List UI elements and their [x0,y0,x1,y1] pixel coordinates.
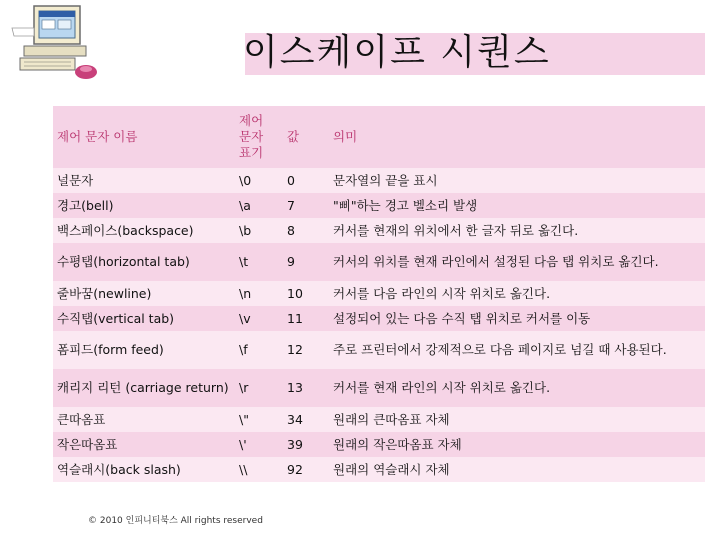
table-header-row [53,106,705,168]
cell-name: 수평탭(horizontal tab) [53,243,235,281]
cell-symbol: \a [235,193,283,218]
cell-meaning: 원래의 역슬래시 자체 [329,457,705,482]
table-row [53,281,705,306]
cell-name: 경고(bell) [53,193,235,218]
cell-meaning: 설정되어 있는 다음 수직 탭 위치로 커서를 이동 [329,306,705,331]
cell-name: 널문자 [53,168,235,193]
header-value: 값 [283,106,329,168]
cell-meaning: 커서를 현재의 위치에서 한 글자 뒤로 옮긴다. [329,218,705,243]
cell-value: 13 [283,369,329,407]
cell-symbol: \v [235,306,283,331]
cell-meaning: 커서를 현재 라인의 시작 위치로 옮긴다. [329,369,705,407]
cell-symbol: \' [235,432,283,457]
cell-value: 11 [283,306,329,331]
cell-value: 10 [283,281,329,306]
table-row [53,369,705,407]
table-row [53,218,705,243]
table-row [53,168,705,193]
cell-symbol: \\ [235,457,283,482]
cell-name: 백스페이스(backspace) [53,218,235,243]
cell-value: 0 [283,168,329,193]
cell-symbol: \n [235,281,283,306]
cell-meaning: 주로 프린터에서 강제적으로 다음 페이지로 넘길 때 사용된다. [329,331,705,369]
cell-symbol: \" [235,407,283,432]
page-title: 이스케이프 시퀀스 [243,32,551,73]
cell-symbol: \t [235,243,283,281]
cell-meaning: 커서의 위치를 현재 라인에서 설정된 다음 탭 위치로 옮긴다. [329,243,705,281]
cell-meaning: 원래의 큰따옴표 자체 [329,407,705,432]
header-meaning: 의미 [329,106,705,168]
cell-name: 수직탭(vertical tab) [53,306,235,331]
cell-symbol: \b [235,218,283,243]
copyright-footer: © 2010 인피니티북스 All rights reserved [88,516,263,526]
cell-meaning: 원래의 작은따옴표 자체 [329,432,705,457]
cell-name: 폼피드(form feed) [53,331,235,369]
cell-value: 34 [283,407,329,432]
cell-name: 큰따옴표 [53,407,235,432]
cell-value: 92 [283,457,329,482]
table-row [53,407,705,432]
cell-value: 12 [283,331,329,369]
table-row [53,457,705,482]
header-symbol: 제어 문자 표기 [235,106,283,168]
cell-name: 줄바꿈(newline) [53,281,235,306]
cell-meaning: 문자열의 끝을 표시 [329,168,705,193]
table-row [53,306,705,331]
cell-value: 8 [283,218,329,243]
cell-meaning: 커서를 다음 라인의 시작 위치로 옮긴다. [329,281,705,306]
cell-value: 9 [283,243,329,281]
header-name: 제어 문자 이름 [53,106,235,168]
cell-name: 역슬래시(back slash) [53,457,235,482]
table-row [53,193,705,218]
cell-value: 7 [283,193,329,218]
cell-value: 39 [283,432,329,457]
cell-symbol: \r [235,369,283,407]
table-row [53,331,705,369]
cell-name: 캐리지 리턴 (carriage return) [53,369,235,407]
cell-symbol: \f [235,331,283,369]
cell-symbol: \0 [235,168,283,193]
escape-sequence-table [53,106,705,482]
computer-clipart-icon [6,2,101,82]
cell-name: 작은따옴표 [53,432,235,457]
table-row [53,243,705,281]
cell-meaning: "삐"하는 경고 벨소리 발생 [329,193,705,218]
table-row [53,432,705,457]
